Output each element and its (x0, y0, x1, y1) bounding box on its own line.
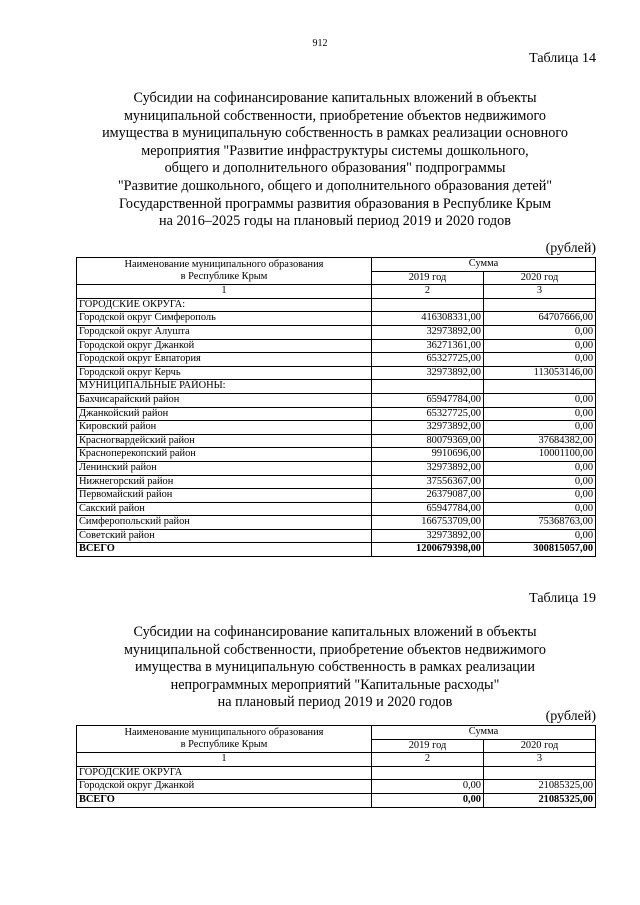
total-row (77, 793, 596, 807)
table-row: Городской округ Евпатория 65327725,00 0,00 (77, 353, 596, 367)
title-line: на плановый период 2019 и 2020 годов (217, 694, 453, 711)
column-number-row (77, 285, 596, 299)
title-line: муниципальной собственности, приобретение объектов недвижимого (123, 107, 547, 124)
section-row (77, 380, 596, 394)
title-line: "Развитие дошкольного, общего и дополнительного образования детей" (117, 177, 553, 194)
table14-label: Таблица 14 (529, 51, 596, 66)
total-label: ВСЕГО (77, 543, 372, 557)
table-row: Городской округ Алушта 32973892,00 0,00 (77, 325, 596, 339)
title-line: Государственной программы развития образования в Республике Крым (118, 195, 552, 212)
col-number: 2 (372, 753, 484, 767)
table-row: Городской округ Симферополь 416308331,00 64707666,00 (77, 312, 596, 326)
table19-label: Таблица 19 (529, 591, 596, 606)
col-2020-header: 2020 год (484, 271, 596, 285)
table-row: Городской округ Джанкой 0,00 21085325,00 (77, 780, 596, 794)
col-number: 3 (484, 753, 596, 767)
table-row: Симферопольский район 166753709,00 75368763,00 (77, 516, 596, 530)
table-row: Городской округ Джанкой 36271361,00 0,00 (77, 339, 596, 353)
table-row: Красноперекопский район 9910696,00 10001100,00 (77, 448, 596, 462)
total-2019: 0,00 (372, 793, 484, 807)
table-row: Бахчисарайский район 65947784,00 0,00 (77, 393, 596, 407)
table14 (76, 257, 596, 557)
total-2020: 300815057,00 (484, 543, 596, 557)
column-number-row (77, 753, 596, 767)
total-2019: 1200679398,00 (372, 543, 484, 557)
title-line: Субсидии на софинансирование капитальных вложений в объекты (133, 90, 537, 106)
title-line: имущества в муниципальную собственность в рамках реализации (135, 659, 535, 676)
table-row: Джанкойский район 65327725,00 0,00 (77, 407, 596, 421)
total-2020: 21085325,00 (484, 793, 596, 807)
table14-units: (рублей) (545, 241, 596, 256)
table-row: Первомайский район 26379087,00 0,00 (77, 489, 596, 503)
table14-title (76, 90, 594, 231)
section-label: МУНИЦИПАЛЬНЫЕ РАЙОНЫ: (77, 380, 372, 394)
col-number: 2 (372, 285, 484, 299)
section-row (77, 298, 596, 312)
col-sum-header: Сумма (372, 726, 596, 740)
table-row: Сакский район 65947784,00 0,00 (77, 502, 596, 516)
col-sum-header: Сумма (372, 258, 596, 272)
total-row (77, 543, 596, 557)
section-label: ГОРОДСКИЕ ОКРУГА (77, 766, 372, 780)
section-row (77, 766, 596, 780)
col-number: 3 (484, 285, 596, 299)
page-number: 912 (312, 38, 328, 49)
col-2020-header: 2020 год (484, 739, 596, 753)
table19-title (76, 624, 594, 712)
title-line: на 2016–2025 годы на плановый период 2019 и 2020 годов (159, 213, 511, 230)
table-row: Городской округ Керчь 32973892,00 113053146,00 (77, 366, 596, 380)
section-label: ГОРОДСКИЕ ОКРУГА: (77, 298, 372, 312)
col-2019-header: 2019 год (372, 271, 484, 285)
table-row: Советский район 32973892,00 0,00 (77, 529, 596, 543)
table-row: Кировский район 32973892,00 0,00 (77, 421, 596, 435)
title-line: мероприятия "Развитие инфраструктуры системы дошкольного, (141, 142, 529, 159)
col-2019-header: 2019 год (372, 739, 484, 753)
table-row: Нижнегорский район 37556367,00 0,00 (77, 475, 596, 489)
title-line: имущества в муниципальную собственность в рамках реализации основного (102, 125, 568, 142)
col-number: 1 (77, 285, 372, 299)
table-row: Ленинский район 32973892,00 0,00 (77, 461, 596, 475)
table19 (76, 725, 596, 808)
total-label: ВСЕГО (77, 793, 372, 807)
col-name-header: Наименование муниципального образования в Республике Крым (77, 726, 372, 753)
table19-units: (рублей) (545, 709, 596, 724)
title-line: муниципальной собственности, приобретение объектов недвижимого (123, 641, 547, 658)
col-name-header: Наименование муниципального образования в Республике Крым (77, 258, 372, 285)
col-number: 1 (77, 753, 372, 767)
header-row (77, 258, 596, 272)
title-line: непрограммных мероприятий "Капитальные расходы" (170, 676, 500, 693)
table-row: Красногвардейский район 80079369,00 37684382,00 (77, 434, 596, 448)
header-row (77, 726, 596, 740)
title-line: Субсидии на софинансирование капитальных вложений в объекты (133, 624, 537, 640)
title-line: общего и дополнительного образования" подпрограммы (164, 160, 506, 177)
